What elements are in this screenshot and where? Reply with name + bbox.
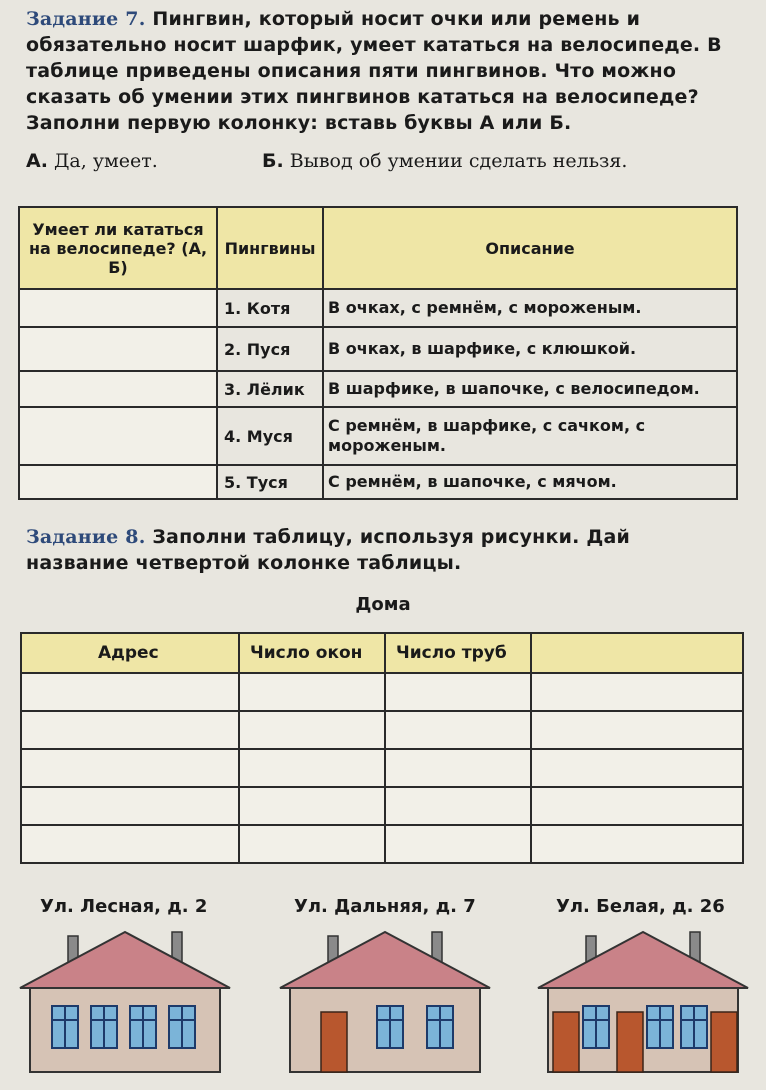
table-cell[interactable] (385, 825, 531, 863)
table-cell[interactable] (239, 787, 385, 825)
table-cell[interactable] (385, 673, 531, 711)
door (617, 1012, 643, 1072)
table-cell[interactable] (531, 787, 743, 825)
table-cell[interactable] (21, 825, 239, 863)
house-roof (538, 932, 748, 988)
header-address: Адрес (21, 633, 239, 673)
answer-cell[interactable] (19, 289, 217, 327)
house-address-3: Ул. Белая, д. 26 (556, 896, 725, 917)
table-cell[interactable] (21, 787, 239, 825)
penguin-description: В шарфике, в шапочке, с велосипедом. (323, 371, 737, 407)
header-can-ride: Умеет ли кататься на велосипеде? (А, Б) (19, 207, 217, 289)
option-a: А. Да, умеет. (26, 150, 158, 172)
house-address-2: Ул. Дальняя, д. 7 (294, 896, 476, 917)
houses-illustration (0, 920, 766, 1090)
table-cell[interactable] (239, 825, 385, 863)
penguin-description: С ремнём, в шарфике, с сачком, с мороженым. (323, 407, 737, 465)
task8-text: Заполни таблицу, используя рисунки. Дай название четвертой колонке таблицы. (26, 526, 630, 574)
penguin-description: В очках, в шарфике, с клюшкой. (323, 327, 737, 371)
header-chimneys: Число труб (385, 633, 531, 673)
table-cell[interactable] (239, 711, 385, 749)
header-description: Описание (323, 207, 737, 289)
option-b: Б. Вывод об умении сделать нельзя. (262, 150, 628, 172)
task7-statement (26, 6, 738, 136)
table-cell[interactable] (385, 711, 531, 749)
table-cell[interactable] (531, 749, 743, 787)
penguin-name: 1. Котя (217, 289, 323, 327)
penguin-name: 3. Лёлик (217, 371, 323, 407)
answer-cell[interactable] (19, 407, 217, 465)
door (321, 1012, 347, 1072)
penguin-table (18, 206, 738, 500)
table-cell[interactable] (531, 711, 743, 749)
table-cell[interactable] (385, 787, 531, 825)
penguin-name: 4. Муся (217, 407, 323, 465)
table-cell[interactable] (21, 673, 239, 711)
table-cell[interactable] (21, 711, 239, 749)
table-cell[interactable] (239, 673, 385, 711)
task8-statement (26, 524, 738, 576)
penguin-description: С ремнём, в шапочке, с мячом. (323, 465, 737, 499)
houses-table (20, 632, 744, 864)
table-cell[interactable] (239, 749, 385, 787)
table-cell[interactable] (531, 673, 743, 711)
header-penguins: Пингвины (217, 207, 323, 289)
house-address-1: Ул. Лесная, д. 2 (40, 896, 208, 917)
task7-number: Задание 7. (26, 8, 146, 30)
house-roof (20, 932, 230, 988)
answer-cell[interactable] (19, 327, 217, 371)
header-windows: Число окон (239, 633, 385, 673)
houses-caption: Дома (355, 594, 411, 615)
house-roof (280, 932, 490, 988)
task7-text: Пингвин, который носит очки или ремень и обязательно носит шарфик, умеет кататься на велосипеде. В таблице приведены описания пяти пингвинов. Что можно сказать об умении этих пингвинов кататься на велосипеде? Заполни первую колонку: вставь буквы А или Б. (26, 8, 722, 134)
answer-cell[interactable] (19, 371, 217, 407)
task8-number: Задание 8. (26, 526, 146, 548)
penguin-name: 2. Пуся (217, 327, 323, 371)
door (711, 1012, 737, 1072)
table-cell[interactable] (385, 749, 531, 787)
door (553, 1012, 579, 1072)
penguin-name: 5. Туся (217, 465, 323, 499)
table-cell[interactable] (21, 749, 239, 787)
header-fourth-column[interactable] (531, 633, 743, 673)
answer-cell[interactable] (19, 465, 217, 499)
table-cell[interactable] (531, 825, 743, 863)
penguin-description: В очках, с ремнём, с мороженым. (323, 289, 737, 327)
